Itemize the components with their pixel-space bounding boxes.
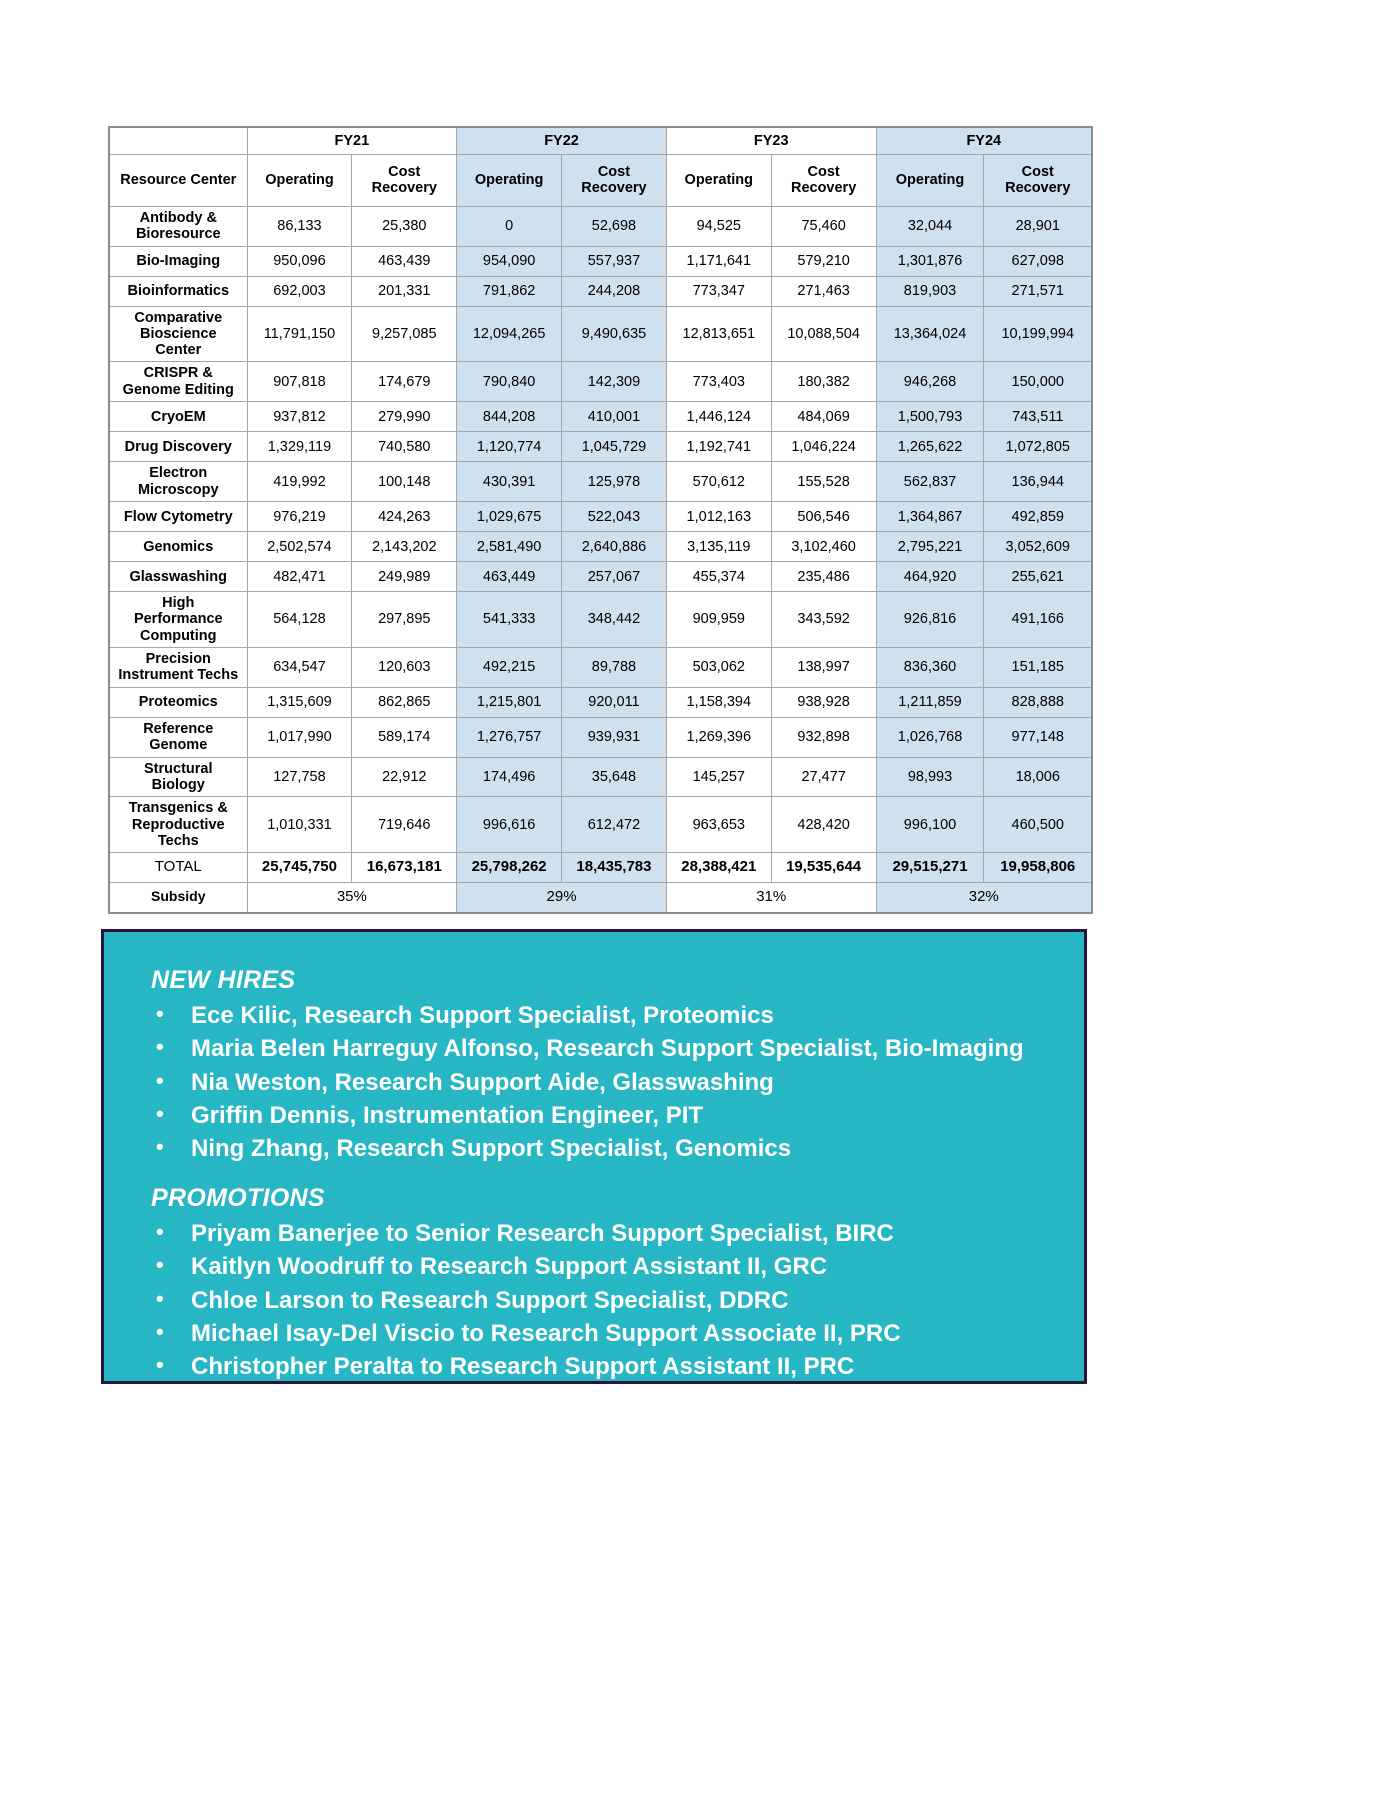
total-label: TOTAL	[109, 853, 247, 883]
bullet-icon: •	[156, 1285, 164, 1311]
list-item-label: Christopher Peralta to Research Support Assistant II, PRC	[191, 1353, 855, 1381]
table-row	[109, 276, 1092, 306]
cell-fy22-operating: 996,616	[457, 797, 562, 853]
row-label-resource-center: Proteomics	[109, 687, 247, 717]
bullet-icon: •	[156, 1067, 164, 1093]
cell-fy21-cost-recovery: 9,257,085	[352, 306, 457, 362]
cell-fy21-cost-recovery: 100,148	[352, 462, 457, 502]
total-fy23-operating: 28,388,421	[666, 853, 771, 883]
bullet-icon: •	[156, 1134, 164, 1160]
cell-fy24-operating: 1,026,768	[876, 717, 984, 757]
cell-fy21-cost-recovery: 719,646	[352, 797, 457, 853]
promotions-list	[134, 1217, 1054, 1384]
cell-fy24-cost-recovery: 18,006	[984, 757, 1092, 796]
list-item-label: Priyam Banerjee to Senior Research Support Specialist, BIRC	[191, 1219, 894, 1247]
cell-fy22-cost-recovery: 410,001	[562, 402, 667, 432]
list-item	[134, 999, 1054, 1032]
resource-center-financial-table	[108, 126, 1093, 914]
bullet-icon: •	[156, 1001, 164, 1026]
bullet-icon: •	[156, 1352, 164, 1378]
cell-fy23-operating: 1,158,394	[666, 687, 771, 717]
table-row	[109, 757, 1092, 796]
cell-fy21-operating: 86,133	[247, 206, 352, 246]
header-fy22-operating: Operating	[457, 154, 562, 206]
cell-fy23-cost-recovery: 3,102,460	[771, 532, 876, 562]
cell-fy22-cost-recovery: 142,309	[562, 362, 667, 402]
cell-fy21-operating: 11,791,150	[247, 306, 352, 362]
cell-fy21-operating: 1,017,990	[247, 717, 352, 757]
cell-fy24-cost-recovery: 150,000	[984, 362, 1092, 402]
cell-fy21-operating: 976,219	[247, 502, 352, 532]
cell-fy22-operating: 954,090	[457, 246, 562, 276]
cell-fy21-cost-recovery: 740,580	[352, 432, 457, 462]
row-label-resource-center: CRISPR & Genome Editing	[109, 362, 247, 402]
list-item	[134, 1284, 1054, 1317]
cell-fy24-cost-recovery: 28,901	[984, 206, 1092, 246]
cell-fy22-cost-recovery: 612,472	[562, 797, 667, 853]
cell-fy23-cost-recovery: 180,382	[771, 362, 876, 402]
list-item-label: Griffin Dennis, Instrumentation Engineer, PIT	[191, 1102, 704, 1130]
table-row	[109, 306, 1092, 362]
cell-fy24-cost-recovery: 492,859	[984, 502, 1092, 532]
cell-fy21-cost-recovery: 589,174	[352, 717, 457, 757]
cell-fy21-cost-recovery: 463,439	[352, 246, 457, 276]
cell-fy24-operating: 1,301,876	[876, 246, 984, 276]
row-label-resource-center: Flow Cytometry	[109, 502, 247, 532]
new-hires-heading: NEW HIRES	[151, 966, 296, 994]
cell-fy24-operating: 819,903	[876, 276, 984, 306]
year-header-row	[109, 127, 1092, 154]
table-foot	[109, 853, 1092, 913]
header-corner-cell	[109, 127, 247, 154]
bullet-icon: •	[156, 1101, 164, 1127]
cell-fy24-operating: 2,795,221	[876, 532, 984, 562]
cell-fy21-operating: 127,758	[247, 757, 352, 796]
cell-fy23-cost-recovery: 235,486	[771, 562, 876, 592]
cell-fy22-cost-recovery: 257,067	[562, 562, 667, 592]
cell-fy22-operating: 2,581,490	[457, 532, 562, 562]
cell-fy23-operating: 1,171,641	[666, 246, 771, 276]
table-row	[109, 402, 1092, 432]
cell-fy23-cost-recovery: 938,928	[771, 687, 876, 717]
cell-fy24-operating: 464,920	[876, 562, 984, 592]
cell-fy23-cost-recovery: 75,460	[771, 206, 876, 246]
table-row-total	[109, 853, 1092, 883]
cell-fy24-cost-recovery: 271,571	[984, 276, 1092, 306]
cell-fy22-operating: 1,120,774	[457, 432, 562, 462]
row-label-resource-center: High Performance Computing	[109, 592, 247, 648]
cell-fy24-cost-recovery: 3,052,609	[984, 532, 1092, 562]
cell-fy21-cost-recovery: 120,603	[352, 647, 457, 687]
cell-fy21-operating: 950,096	[247, 246, 352, 276]
table-row	[109, 462, 1092, 502]
cell-fy24-cost-recovery: 491,166	[984, 592, 1092, 648]
header-fy21-cost-recovery: Cost Recovery	[352, 154, 457, 206]
cell-fy23-cost-recovery: 428,420	[771, 797, 876, 853]
new-hires-list	[134, 999, 1054, 1166]
row-label-resource-center: Structural Biology	[109, 757, 247, 796]
list-item	[134, 1066, 1054, 1099]
cell-fy21-cost-recovery: 279,990	[352, 402, 457, 432]
cell-fy23-cost-recovery: 1,046,224	[771, 432, 876, 462]
cell-fy21-cost-recovery: 862,865	[352, 687, 457, 717]
cell-fy24-operating: 1,500,793	[876, 402, 984, 432]
cell-fy22-operating: 463,449	[457, 562, 562, 592]
cell-fy21-cost-recovery: 424,263	[352, 502, 457, 532]
cell-fy23-cost-recovery: 932,898	[771, 717, 876, 757]
announcements-panel	[101, 929, 1087, 1384]
list-item-label: Kaitlyn Woodruff to Research Support Assistant II, GRC	[191, 1253, 828, 1281]
list-item	[134, 1250, 1054, 1283]
cell-fy23-operating: 1,012,163	[666, 502, 771, 532]
cell-fy22-cost-recovery: 522,043	[562, 502, 667, 532]
table-row-subsidy	[109, 883, 1092, 913]
year-header-fy23: FY23	[666, 127, 876, 154]
cell-fy21-operating: 1,010,331	[247, 797, 352, 853]
cell-fy23-operating: 773,403	[666, 362, 771, 402]
cell-fy23-operating: 94,525	[666, 206, 771, 246]
cell-fy22-operating: 492,215	[457, 647, 562, 687]
cell-fy21-cost-recovery: 2,143,202	[352, 532, 457, 562]
subsidy-fy21: 35%	[247, 883, 457, 913]
cell-fy23-cost-recovery: 271,463	[771, 276, 876, 306]
cell-fy23-cost-recovery: 27,477	[771, 757, 876, 796]
list-item-label: Ning Zhang, Research Support Specialist, Genomics	[191, 1135, 792, 1163]
list-item	[134, 1317, 1054, 1350]
cell-fy21-operating: 2,502,574	[247, 532, 352, 562]
cell-fy24-cost-recovery: 460,500	[984, 797, 1092, 853]
cell-fy22-operating: 12,094,265	[457, 306, 562, 362]
cell-fy23-operating: 503,062	[666, 647, 771, 687]
list-item	[134, 1099, 1054, 1132]
row-label-resource-center: Antibody & Bioresource	[109, 206, 247, 246]
cell-fy21-operating: 482,471	[247, 562, 352, 592]
cell-fy24-operating: 996,100	[876, 797, 984, 853]
cell-fy22-operating: 791,862	[457, 276, 562, 306]
cell-fy24-cost-recovery: 627,098	[984, 246, 1092, 276]
cell-fy24-operating: 562,837	[876, 462, 984, 502]
cell-fy21-operating: 1,329,119	[247, 432, 352, 462]
bullet-icon: •	[156, 1318, 164, 1344]
cell-fy21-cost-recovery: 22,912	[352, 757, 457, 796]
cell-fy24-operating: 946,268	[876, 362, 984, 402]
cell-fy22-cost-recovery: 939,931	[562, 717, 667, 757]
cell-fy24-operating: 1,211,859	[876, 687, 984, 717]
list-item	[134, 1032, 1054, 1065]
cell-fy22-cost-recovery: 2,640,886	[562, 532, 667, 562]
cell-fy21-operating: 907,818	[247, 362, 352, 402]
cell-fy21-operating: 564,128	[247, 592, 352, 648]
cell-fy22-cost-recovery: 1,045,729	[562, 432, 667, 462]
cell-fy23-operating: 963,653	[666, 797, 771, 853]
cell-fy23-cost-recovery: 343,592	[771, 592, 876, 648]
cell-fy21-operating: 692,003	[247, 276, 352, 306]
row-label-resource-center: Genomics	[109, 532, 247, 562]
cell-fy24-cost-recovery: 136,944	[984, 462, 1092, 502]
cell-fy21-cost-recovery: 249,989	[352, 562, 457, 592]
cell-fy22-cost-recovery: 52,698	[562, 206, 667, 246]
cell-fy22-cost-recovery: 125,978	[562, 462, 667, 502]
cell-fy22-cost-recovery: 557,937	[562, 246, 667, 276]
row-label-resource-center: Precision Instrument Techs	[109, 647, 247, 687]
header-resource-center: Resource Center	[109, 154, 247, 206]
table-row	[109, 717, 1092, 757]
header-fy24-operating: Operating	[876, 154, 984, 206]
total-fy24-cost-recovery: 19,958,806	[984, 853, 1092, 883]
total-fy23-cost-recovery: 19,535,644	[771, 853, 876, 883]
cell-fy22-operating: 844,208	[457, 402, 562, 432]
total-fy21-cost-recovery: 16,673,181	[352, 853, 457, 883]
cell-fy22-operating: 790,840	[457, 362, 562, 402]
list-item	[134, 1217, 1054, 1250]
bullet-icon: •	[156, 1218, 164, 1244]
bullet-icon: •	[156, 1034, 164, 1060]
cell-fy22-operating: 430,391	[457, 462, 562, 502]
table-row	[109, 206, 1092, 246]
cell-fy22-cost-recovery: 35,648	[562, 757, 667, 796]
total-fy21-operating: 25,745,750	[247, 853, 352, 883]
cell-fy23-operating: 3,135,119	[666, 532, 771, 562]
cell-fy24-operating: 1,265,622	[876, 432, 984, 462]
cell-fy24-operating: 836,360	[876, 647, 984, 687]
year-header-fy24: FY24	[876, 127, 1092, 154]
cell-fy23-cost-recovery: 506,546	[771, 502, 876, 532]
table-row	[109, 502, 1092, 532]
cell-fy22-operating: 1,029,675	[457, 502, 562, 532]
cell-fy21-operating: 419,992	[247, 462, 352, 502]
cell-fy24-cost-recovery: 255,621	[984, 562, 1092, 592]
cell-fy24-cost-recovery: 1,072,805	[984, 432, 1092, 462]
table-row	[109, 687, 1092, 717]
list-item-label: Nia Weston, Research Support Aide, Glasswashing	[191, 1068, 774, 1096]
cell-fy23-cost-recovery: 10,088,504	[771, 306, 876, 362]
cell-fy24-cost-recovery: 977,148	[984, 717, 1092, 757]
list-item-label: Michael Isay-Del Viscio to Research Support Associate II, PRC	[191, 1319, 901, 1347]
row-label-resource-center: Bioinformatics	[109, 276, 247, 306]
cell-fy22-cost-recovery: 244,208	[562, 276, 667, 306]
table-row	[109, 647, 1092, 687]
list-item-label: Ece Kilic, Research Support Specialist, Proteomics	[191, 1002, 774, 1029]
cell-fy22-operating: 0	[457, 206, 562, 246]
total-fy22-cost-recovery: 18,435,783	[562, 853, 667, 883]
cell-fy24-operating: 98,993	[876, 757, 984, 796]
cell-fy23-cost-recovery: 579,210	[771, 246, 876, 276]
cell-fy21-operating: 937,812	[247, 402, 352, 432]
resource-center-financial-table-container	[108, 126, 1093, 914]
year-header-fy21: FY21	[247, 127, 457, 154]
column-header-row	[109, 154, 1092, 206]
subsidy-fy22: 29%	[457, 883, 667, 913]
cell-fy21-operating: 634,547	[247, 647, 352, 687]
total-fy24-operating: 29,515,271	[876, 853, 984, 883]
cell-fy22-cost-recovery: 348,442	[562, 592, 667, 648]
header-fy22-cost-recovery: Cost Recovery	[562, 154, 667, 206]
header-fy23-operating: Operating	[666, 154, 771, 206]
header-fy21-operating: Operating	[247, 154, 352, 206]
cell-fy23-cost-recovery: 155,528	[771, 462, 876, 502]
row-label-resource-center: Transgenics & Reproductive Techs	[109, 797, 247, 853]
cell-fy22-cost-recovery: 89,788	[562, 647, 667, 687]
list-item-label: Maria Belen Harreguy Alfonso, Research Support Specialist, Bio-Imaging	[191, 1035, 1024, 1063]
cell-fy23-operating: 455,374	[666, 562, 771, 592]
row-label-resource-center: Glasswashing	[109, 562, 247, 592]
cell-fy24-operating: 13,364,024	[876, 306, 984, 362]
header-fy23-cost-recovery: Cost Recovery	[771, 154, 876, 206]
cell-fy21-cost-recovery: 297,895	[352, 592, 457, 648]
cell-fy22-operating: 1,215,801	[457, 687, 562, 717]
cell-fy24-cost-recovery: 743,511	[984, 402, 1092, 432]
header-fy24-cost-recovery: Cost Recovery	[984, 154, 1092, 206]
table-row	[109, 246, 1092, 276]
cell-fy23-cost-recovery: 138,997	[771, 647, 876, 687]
promotions-heading: PROMOTIONS	[151, 1183, 325, 1212]
cell-fy23-operating: 570,612	[666, 462, 771, 502]
list-item-label: Chloe Larson to Research Support Specialist, DDRC	[191, 1286, 789, 1314]
cell-fy22-cost-recovery: 9,490,635	[562, 306, 667, 362]
cell-fy23-operating: 1,192,741	[666, 432, 771, 462]
total-fy22-operating: 25,798,262	[457, 853, 562, 883]
table-row	[109, 797, 1092, 853]
bullet-icon: •	[156, 1252, 164, 1278]
table-body	[109, 206, 1092, 853]
cell-fy22-cost-recovery: 920,011	[562, 687, 667, 717]
cell-fy21-cost-recovery: 201,331	[352, 276, 457, 306]
cell-fy24-operating: 32,044	[876, 206, 984, 246]
row-label-resource-center: Bio-Imaging	[109, 246, 247, 276]
table-row	[109, 432, 1092, 462]
row-label-resource-center: Reference Genome	[109, 717, 247, 757]
cell-fy21-cost-recovery: 174,679	[352, 362, 457, 402]
cell-fy24-cost-recovery: 828,888	[984, 687, 1092, 717]
cell-fy23-operating: 1,446,124	[666, 402, 771, 432]
list-item	[134, 1132, 1054, 1165]
table-row	[109, 362, 1092, 402]
row-label-resource-center: Electron Microscopy	[109, 462, 247, 502]
row-label-resource-center: CryoEM	[109, 402, 247, 432]
cell-fy22-operating: 174,496	[457, 757, 562, 796]
subsidy-label: Subsidy	[109, 883, 247, 913]
row-label-resource-center: Drug Discovery	[109, 432, 247, 462]
table-row	[109, 592, 1092, 648]
table-head	[109, 127, 1092, 206]
cell-fy21-operating: 1,315,609	[247, 687, 352, 717]
cell-fy23-operating: 1,269,396	[666, 717, 771, 757]
subsidy-fy23: 31%	[666, 883, 876, 913]
year-header-fy22: FY22	[457, 127, 667, 154]
subsidy-fy24: 32%	[876, 883, 1092, 913]
cell-fy22-operating: 1,276,757	[457, 717, 562, 757]
cell-fy24-cost-recovery: 151,185	[984, 647, 1092, 687]
row-label-resource-center: Comparative Bioscience Center	[109, 306, 247, 362]
cell-fy24-operating: 1,364,867	[876, 502, 984, 532]
cell-fy24-cost-recovery: 10,199,994	[984, 306, 1092, 362]
table-row	[109, 532, 1092, 562]
cell-fy24-operating: 926,816	[876, 592, 984, 648]
cell-fy23-cost-recovery: 484,069	[771, 402, 876, 432]
cell-fy22-operating: 541,333	[457, 592, 562, 648]
cell-fy23-operating: 12,813,651	[666, 306, 771, 362]
cell-fy23-operating: 909,959	[666, 592, 771, 648]
cell-fy23-operating: 145,257	[666, 757, 771, 796]
cell-fy21-cost-recovery: 25,380	[352, 206, 457, 246]
table-row	[109, 562, 1092, 592]
list-item	[134, 1350, 1054, 1383]
cell-fy23-operating: 773,347	[666, 276, 771, 306]
